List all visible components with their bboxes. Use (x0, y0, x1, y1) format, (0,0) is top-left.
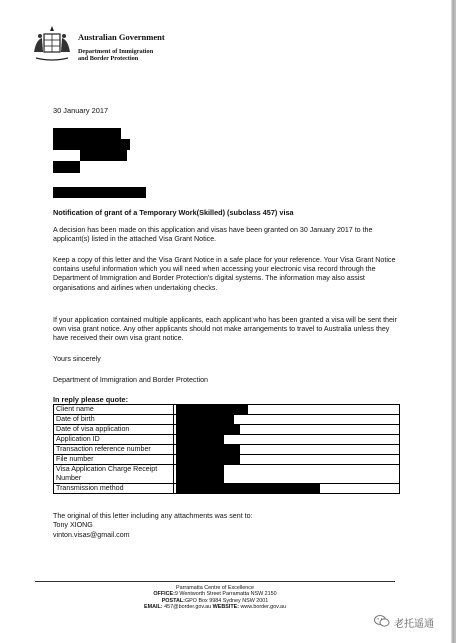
redaction-bar (80, 150, 127, 161)
redaction-bar (53, 187, 146, 198)
reference-label: Transaction reference number (54, 445, 174, 455)
scan-edge (451, 0, 454, 643)
paragraph-decision: A decision has been made on this application and visas have been granted on 30 January 2017 to the applicant(s) listed in the attached Visa Grant Notice. (53, 226, 373, 244)
footer-divider (35, 581, 395, 582)
reference-value-redacted (174, 455, 400, 465)
table-row (54, 465, 400, 484)
reference-table (53, 404, 400, 494)
sent-to-line: The original of this letter including any attachments was sent to: (53, 512, 253, 520)
coat-of-arms-icon (30, 22, 74, 66)
redaction-bar (53, 128, 121, 139)
reference-label: Visa Application Charge Receipt Number (54, 465, 174, 484)
footer-website-value[interactable]: www.border.gov.au (240, 604, 286, 611)
table-row (54, 425, 400, 435)
table-row (54, 445, 400, 455)
watermark-text: 老托遥通 (394, 619, 434, 630)
footer-website-label: WEBSITE: (212, 604, 240, 611)
table-row (54, 455, 400, 465)
closing: Yours sincerely (53, 355, 101, 363)
recipient-email[interactable]: vinton.visas@gmail.com (53, 531, 130, 539)
footer-centre-name: Parramatta Centre of Excellence (176, 585, 254, 591)
reference-table-label: In reply please quote: (53, 395, 129, 404)
reference-label: Date of visa application (54, 425, 174, 435)
letter-date: 30 January 2017 (53, 106, 109, 115)
footer-contact (35, 604, 395, 610)
government-title: Australian Government (78, 32, 165, 42)
reference-label: Application ID (54, 435, 174, 445)
reference-label: Date of birth (54, 415, 174, 425)
reference-value-redacted (174, 445, 400, 455)
footer-office-value: 9 Wentworth Street Parramatta NSW 2150 (174, 591, 277, 598)
footer-email-value[interactable]: 457@border.gov.au (164, 604, 212, 611)
table-row (54, 405, 400, 415)
paragraph-keep-copy: Keep a copy of this letter and the Visa Grant Notice in a safe place for your reference. Your Visa Grant Notice contains useful information which you will need when accessing your electronic visa record through the Department of Immigration and Border Protection's digital systems. The information may also assist organisations and airlines when undertaking checks. (53, 256, 396, 292)
redaction-bar (53, 161, 80, 173)
reference-value-redacted (174, 425, 400, 435)
paragraph-multiple-applicants: If your application contained multiple applicants, each applicant who has been granted a visa will be sent their own visa grant notice. Any other applicants should not make arrangements to travel to Australia unless they have received their own visa grant notice. (53, 316, 397, 343)
reference-value-redacted (174, 405, 400, 415)
reference-label: Transmission method (54, 484, 174, 494)
footer-postal-label: POSTAL: (161, 597, 185, 604)
reference-value-redacted (174, 484, 400, 494)
footer (35, 585, 395, 611)
table-row (54, 484, 400, 494)
signatory: Department of Immigration and Border Protection (53, 376, 208, 384)
watermark (372, 613, 452, 631)
footer-email-label: EMAIL: (144, 604, 163, 611)
footer-office-label: OFFICE: (153, 591, 175, 598)
redaction-bar (53, 139, 130, 150)
reference-value-redacted (174, 435, 400, 445)
recipient-name: Tony XIONG (53, 521, 93, 529)
department-name-line1: Department of Immigration (78, 48, 154, 55)
wechat-icon (374, 614, 390, 628)
reference-value-redacted (174, 465, 400, 484)
reference-label: File number (54, 455, 174, 465)
reference-value-redacted (174, 415, 400, 425)
table-row (54, 415, 400, 425)
footer-postal-value: GPO Box 9984 Sydney NSW 2001 (184, 597, 269, 604)
letterhead (30, 22, 190, 72)
department-name-line2: and Border Protection (78, 55, 139, 62)
table-row (54, 435, 400, 445)
letter-subject: Notification of grant of a Temporary Work(Skilled) (subclass 457) visa (53, 208, 294, 217)
reference-label: Client name (54, 405, 174, 415)
